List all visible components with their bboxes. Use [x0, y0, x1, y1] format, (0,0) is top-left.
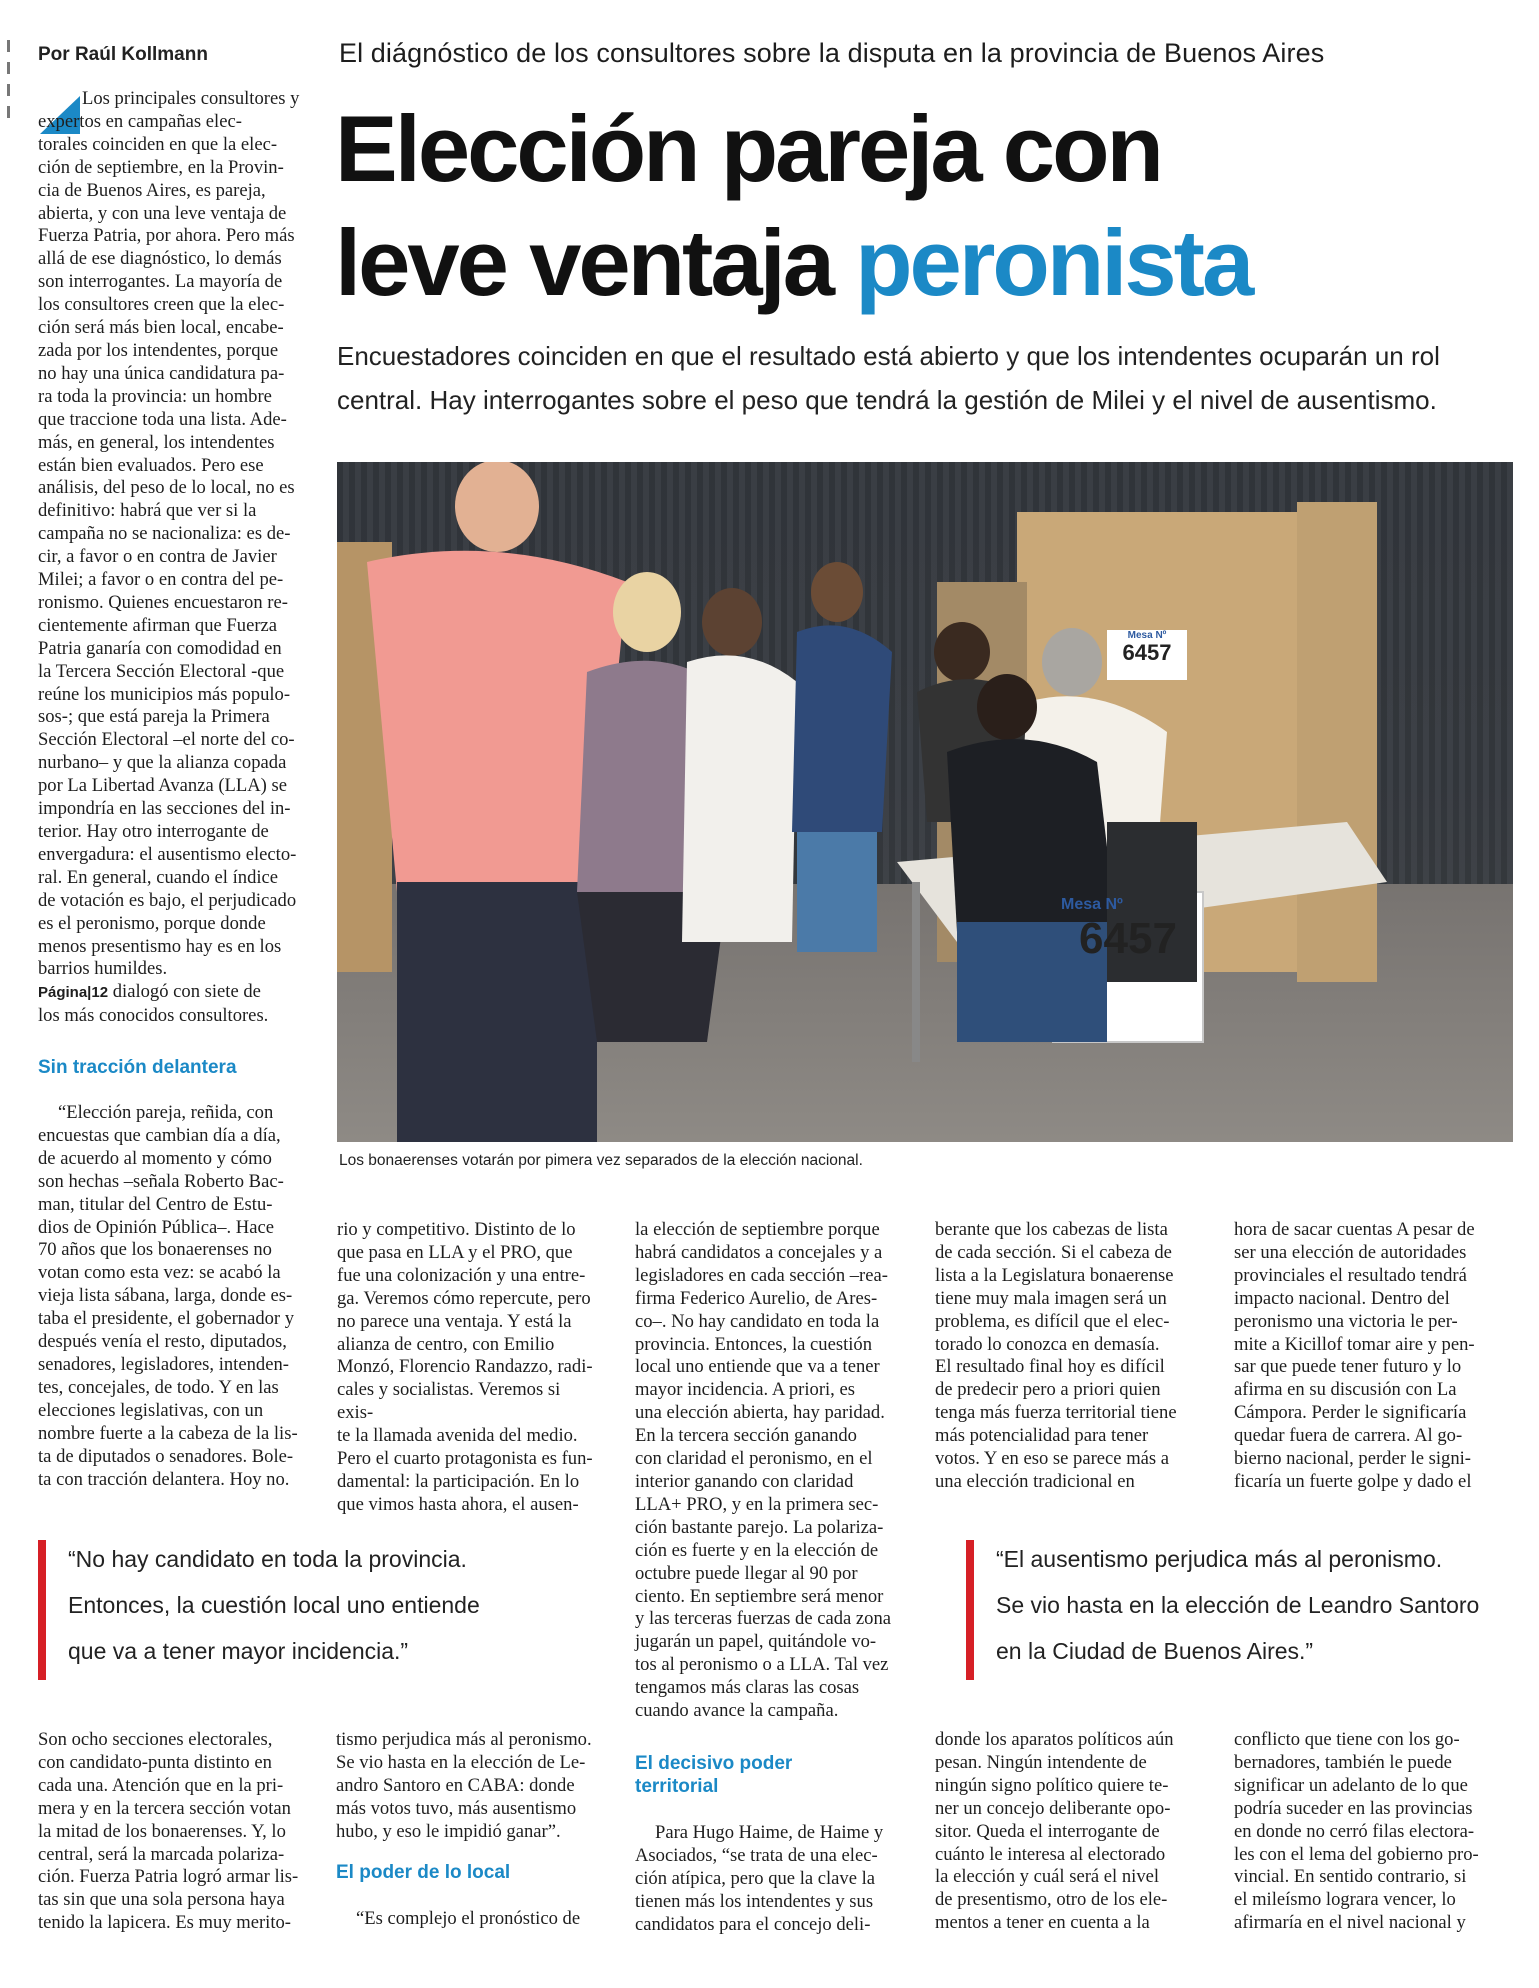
intro-end-text: dialogó con siete de los más conocidos consultores.	[38, 981, 269, 1027]
photo-caption: Los bonaerenses votarán por pimera vez separados de la elección nacional.	[339, 1152, 863, 1169]
booth-sign-label: Mesa Nº	[1127, 630, 1167, 641]
voting-scene-illustration	[337, 462, 1513, 1142]
left-column-bacman: “Elección pareja, reñida, con encuestas que cambian día a día, de acuerdo al momento y cómo son hechas –señala Roberto Bac- man, titular del Centro de Estu- dios de Opinión Pública–. Hace 70 años que los bonaerenses no votan como esta vez: se acabó la vieja lista sábana, larga, donde es- taba el presidente, el gobernador y después venía el resto, diputados, senadores, legisladores, intenden- tes, concejales, de todo. Y en las elecciones legislativas, con un nombre fuerte a la cabeza de la lis- ta de diputados o senadores. Bole- ta con tracción delantera. Hoy no.	[38, 1102, 298, 1490]
headline	[335, 92, 1515, 320]
headline-line-2-start: leve ventaja	[335, 210, 856, 315]
byline: Por Raúl Kollmann	[38, 44, 208, 65]
front-sign-number: 6457	[1079, 914, 1177, 963]
intro-ending	[38, 981, 313, 1028]
column-3: la elección de septiembre porque habrá candidatos a concejales y a legisladores en cada sección –rea- firma Federico Aurelio, de Ares- co–. No hay candidato en toda la provincia. Entonces, la cuestión local uno entiende que va a tener mayor incidencia. A priori, es una elección abierta, hay paridad. En la tercera sección ganando con claridad el peronismo, en el interior ganando con claridad LLA+ PRO, y en la primera sec- ción bastante parejo. La polariza- ción es fuerte y en la elección de octubre puede llegar al 90 por ciento. En septiembre será menor y las terceras fuerzas de cada zona jugarán un papel, quitándole vo- tos al peronismo o a LLA. Tal vez tengamos más claras las cosas cuando avance la campaña.	[635, 1219, 892, 1722]
subhead-decisivo-line-2: territorial	[635, 1776, 719, 1797]
front-sign-label: Mesa Nº	[1061, 896, 1123, 913]
booth-sign	[1107, 630, 1187, 665]
column-2-top: rio y competitivo. Distinto de lo que pasa en LLA y el PRO, que fue una colonización y una entre- ga. Veremos cómo repercute, pero no parece una ventaja. Y está la alianza de centro, con Emilio Monzó, Florencio Randazzo, radi- cales y socialistas. Veremos si exis- te la llamada avenida del medio. Pero el cuarto protagonista es fun- damental: la participación. En lo que vimos hasta ahora, el ausen-	[337, 1219, 593, 1515]
column-3-bottom: Para Hugo Haime, de Haime y Asociados, “se trata de una elec- ción atípica, pero que la clave la tienen más los intendentes y sus candidatos para el concejo deli-	[635, 1822, 884, 1935]
pull-quote-2-text: “El ausentismo perjudica más al peronismo. Se vio hasta en la elección de Leandro Santoro en la Ciudad de Buenos Aires.”	[996, 1546, 1480, 1664]
intro-column	[38, 88, 313, 1028]
intro-text: Los principales consultores y expertos en campañas elec- torales coinciden en que la elec- ción de septiembre, en la Provin- cia de Buenos Aires, es pareja, abierta, y con una leve ventaja de Fuerza Patria, por ahora. Pero más allá de ese diagnóstico, lo demás son interrogantes. La mayoría de los consultores creen que la elec- ción será más bien local, encabe- zada por los intendentes, porque no hay una única candidatura pa- ra toda la provincia: un hombre que traccione toda una lista. Ade- más, en general, los intendentes están bien evaluados. Pero ese análisis, del peso de lo local, no es definitivo: habrá que ver si la campaña no se nacionaliza: es de- cir, a favor o en contra de Javier Milei; a favor o en contra del pe- ronismo. Quienes encuestaron re- cientemente afirman que Fuerza Patria ganaría con comodidad en la Tercera Sección Electoral -que reúne los municipios más populo- sos-; que está pareja la Primera Sección Electoral –el norte del co- nurbano– y que la alianza copada por La Libertad Avanza (LLA) se impondría en las secciones del in- terior. Hay otro interrogante de envergadura: el ausentismo electo- ral. En general, cuando el índice de votación es bajo, el perjudicado es el peronismo, porque donde menos presentismo hay es en los barrios humildes.	[38, 88, 300, 980]
voting-photo	[337, 462, 1513, 1142]
headline-accent: peronista	[855, 210, 1252, 315]
deck: Encuestadores coinciden en que el resultado está abierto y que los intendentes ocuparán un rol central. Hay interrogantes sobre el peso que tendrá la gestión de Milei y el nivel de ausentismo.	[337, 341, 1440, 415]
column-2-bottom: tismo perjudica más al peronismo. Se vio hasta en la elección de Le- andro Santoro en CABA: donde más votos tuvo, más ausentismo hubo, y eso le impidió ganar”.	[336, 1729, 592, 1842]
column-5-bottom: conflicto que tiene con los go- bernadores, también le puede significar un adelanto de lo que podría suceder en las provincias en donde no cerró filas electora- les con el lema del gobierno pro- vincial. En sentido contrario, si el mileísmo lograra vencer, lo afirmaría en el nivel nacional y	[1234, 1729, 1479, 1934]
front-sign	[1053, 892, 1203, 964]
subhead-decisivo-poder	[635, 1752, 792, 1798]
pull-quote-1-text: “No hay candidato en toda la provincia. Entonces, la cuestión local uno entiende que va a tener mayor incidencia.”	[68, 1546, 480, 1664]
column-4-top: berante que los cabezas de lista de cada sección. Si el cabeza de lista a la Legislatura bonaerense tiene muy mala imagen será un problema, es difícil que el elec- torado lo conozca en demasía. El resultado final hoy es difícil de predecir pero a priori quien tenga más fuerza territorial tiene más potencialidad para tener votos. Y en eso se parece más a una elección tradicional en	[935, 1219, 1177, 1492]
subhead-sin-traccion: Sin tracción delantera	[38, 1057, 237, 1078]
pull-quote-2	[966, 1540, 1526, 1680]
pagina12-logo: Página|12	[38, 984, 109, 1002]
kicker: El diágnóstico de los consultores sobre la disputa en la provincia de Buenos Aires	[339, 38, 1325, 68]
column-2-bottom-end: “Es complejo el pronóstico de	[356, 1908, 581, 1929]
booth-sign-number: 6457	[1122, 640, 1172, 665]
column-5-top: hora de sacar cuentas A pesar de ser una elección de autoridades provinciales el resultado tendrá impacto nacional. Dentro del peronismo una victoria le per- mite a Kicillof tomar aire y pen- sar que puede tener futuro y lo afirma en su discusión con La Cámpora. Perder le significaría quedar fuera de carrera. Al go- bierno nacional, perder le signi- ficaría un fuerte golpe y dado el	[1234, 1219, 1475, 1492]
subhead-poder-local: El poder de lo local	[336, 1862, 511, 1883]
page-edge-marks	[4, 40, 14, 130]
pull-quote-1	[38, 1540, 598, 1680]
subhead-decisivo-line-1: El decisivo poder	[635, 1753, 793, 1774]
column-1-bottom: Son ocho secciones electorales, con candidato-punta distinto en cada una. Atención que en la pri- mera y en la tercera sección votan la mitad de los bonaerenses. Y, lo central, será la marcada polariza- ción. Fuerza Patria logró armar lis- tas sin que una sola persona haya tenido la lapicera. Es muy merito-	[38, 1729, 299, 1934]
headline-line-1: Elección pareja con	[335, 96, 1161, 201]
column-4-bottom: donde los aparatos políticos aún pesan. Ningún intendente de ningún signo político quiere te- ner un concejo deliberante opo- sitor. Queda el interrogante de cuánto le interesa al electorado la elección y cuál será el nivel de presentismo, otro de los ele- mentos a tener en cuenta a la	[935, 1729, 1174, 1934]
